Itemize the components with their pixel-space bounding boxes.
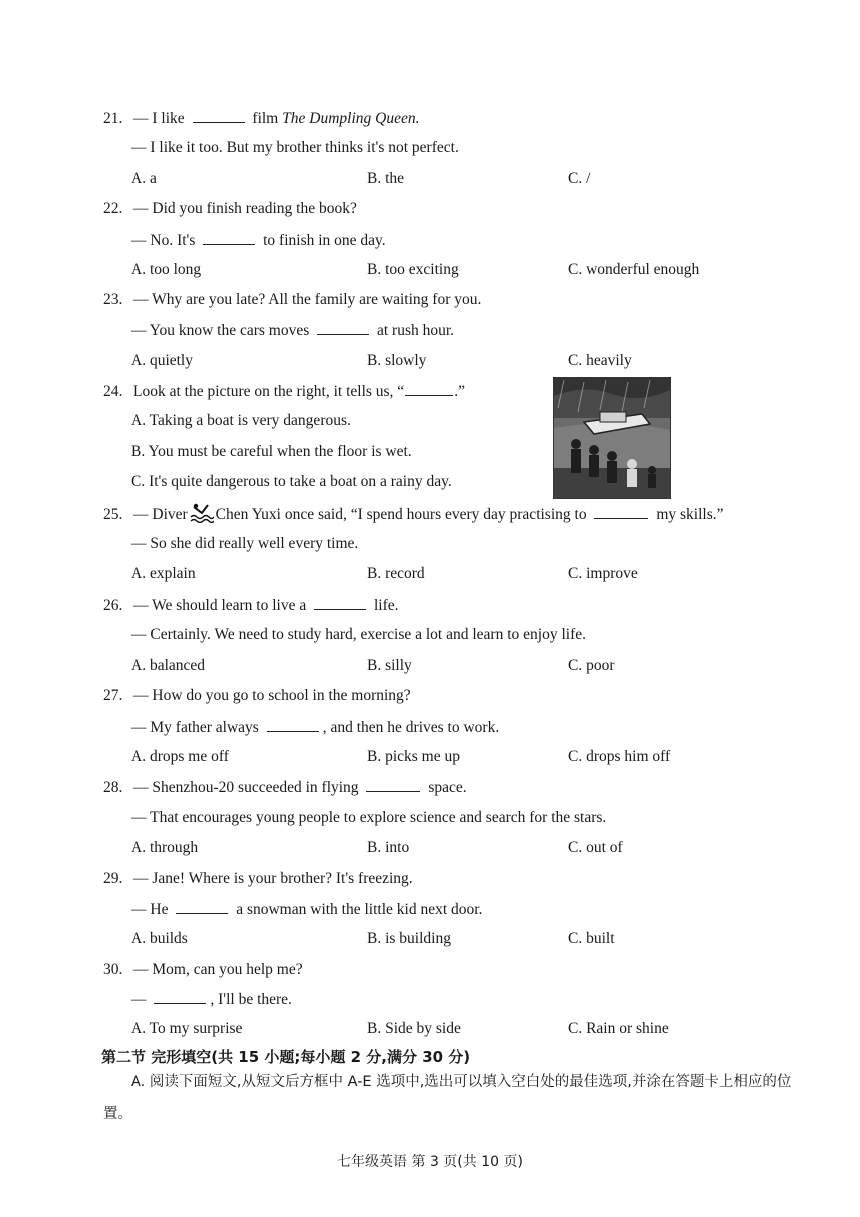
question-28: 28. — Shenzhou-20 succeeded in flying space. <box>103 779 467 796</box>
question-25-reply: — So she did really well every time. <box>131 535 359 552</box>
page-footer: 七年级英语 第 3 页(共 10 页) <box>337 1154 523 1170</box>
question-30: 30. — Mom, can you help me? <box>103 961 303 978</box>
section-instruction: A. 阅读下面短文,从短文后方框中 A-E 选项中,选出可以填入空白处的最佳选项,并涂在答题卡上相应的位置。 <box>103 1074 792 1122</box>
option-a[interactable]: A. too long <box>131 261 202 278</box>
answer-blank <box>267 717 319 732</box>
diving-icon <box>190 503 214 523</box>
option-c[interactable]: C. poor <box>568 657 615 674</box>
answer-blank <box>594 504 648 519</box>
question-28-reply: — That encourages young people to explore science and search for the stars. <box>131 809 607 826</box>
option-a[interactable]: A. Taking a boat is very dangerous. <box>131 412 351 429</box>
question-26: 26. — We should learn to live a life. <box>103 597 399 614</box>
option-a[interactable]: A. builds <box>131 930 188 947</box>
answer-blank <box>193 108 245 123</box>
question-24: 24. Look at the picture on the right, it tells us, “ .” <box>103 383 465 400</box>
option-b[interactable]: B. picks me up <box>367 748 460 765</box>
option-a[interactable]: A. through <box>131 839 199 856</box>
option-b[interactable]: B. slowly <box>367 352 427 369</box>
option-c[interactable]: C. built <box>568 930 615 947</box>
option-a[interactable]: A. drops me off <box>131 748 229 765</box>
option-a[interactable]: A. a <box>131 170 157 187</box>
option-c[interactable]: C. wonderful enough <box>568 261 700 278</box>
rainy-boat-illustration <box>554 378 670 498</box>
option-a[interactable]: A. quietly <box>131 352 193 369</box>
option-b[interactable]: B. the <box>367 170 405 187</box>
answer-blank <box>203 230 255 245</box>
option-b[interactable]: B. silly <box>367 657 412 674</box>
option-c[interactable]: C. It's quite dangerous to take a boat on a rainy day. <box>131 473 452 490</box>
answer-blank <box>314 595 366 610</box>
question-25: 25. — Diver Chen Yuxi once said, “I spend hours every day practising to my skills.” <box>103 503 724 525</box>
question-27: 27. — How do you go to school in the morning? <box>103 687 411 704</box>
answer-blank <box>154 989 206 1004</box>
question-30-reply: — , I'll be there. <box>131 991 292 1008</box>
answer-blank <box>405 381 453 396</box>
question-22: 22. — Did you finish reading the book? <box>103 200 357 217</box>
question-23: 23. — Why are you late? All the family are waiting for you. <box>103 291 482 308</box>
option-b[interactable]: B. You must be careful when the floor is wet. <box>131 443 412 460</box>
rainy-boat-picture <box>553 377 671 499</box>
question-21: 21. — I like film The Dumpling Queen. <box>103 110 420 127</box>
option-c[interactable]: C. heavily <box>568 352 632 369</box>
question-26-reply: — Certainly. We need to study hard, exercise a lot and learn to enjoy life. <box>131 626 586 643</box>
question-21-reply: — I like it too. But my brother thinks it's not perfect. <box>131 139 459 156</box>
option-b[interactable]: B. into <box>367 839 410 856</box>
option-c[interactable]: C. improve <box>568 565 638 582</box>
option-b[interactable]: B. Side by side <box>367 1020 461 1037</box>
question-27-reply: — My father always , and then he drives to work. <box>131 719 500 736</box>
option-a[interactable]: A. To my surprise <box>131 1020 243 1037</box>
answer-blank <box>317 320 369 335</box>
option-b[interactable]: B. record <box>367 565 425 582</box>
option-c[interactable]: C. out of <box>568 839 623 856</box>
question-23-reply: — You know the cars moves at rush hour. <box>131 322 455 339</box>
question-22-reply: — No. It's to finish in one day. <box>131 232 386 249</box>
section-heading: 第二节 完形填空(共 15 小题;每小题 2 分,满分 30 分) <box>101 1048 471 1066</box>
question-29-reply: — He a snowman with the little kid next door. <box>131 901 483 918</box>
option-a[interactable]: A. explain <box>131 565 196 582</box>
option-c[interactable]: C. Rain or shine <box>568 1020 669 1037</box>
option-a[interactable]: A. balanced <box>131 657 206 674</box>
option-b[interactable]: B. too exciting <box>367 261 459 278</box>
answer-blank <box>176 899 228 914</box>
option-b[interactable]: B. is building <box>367 930 451 947</box>
option-c[interactable]: C. / <box>568 170 591 187</box>
option-c[interactable]: C. drops him off <box>568 748 671 765</box>
answer-blank <box>366 777 420 792</box>
question-29: 29. — Jane! Where is your brother? It's freezing. <box>103 870 413 887</box>
